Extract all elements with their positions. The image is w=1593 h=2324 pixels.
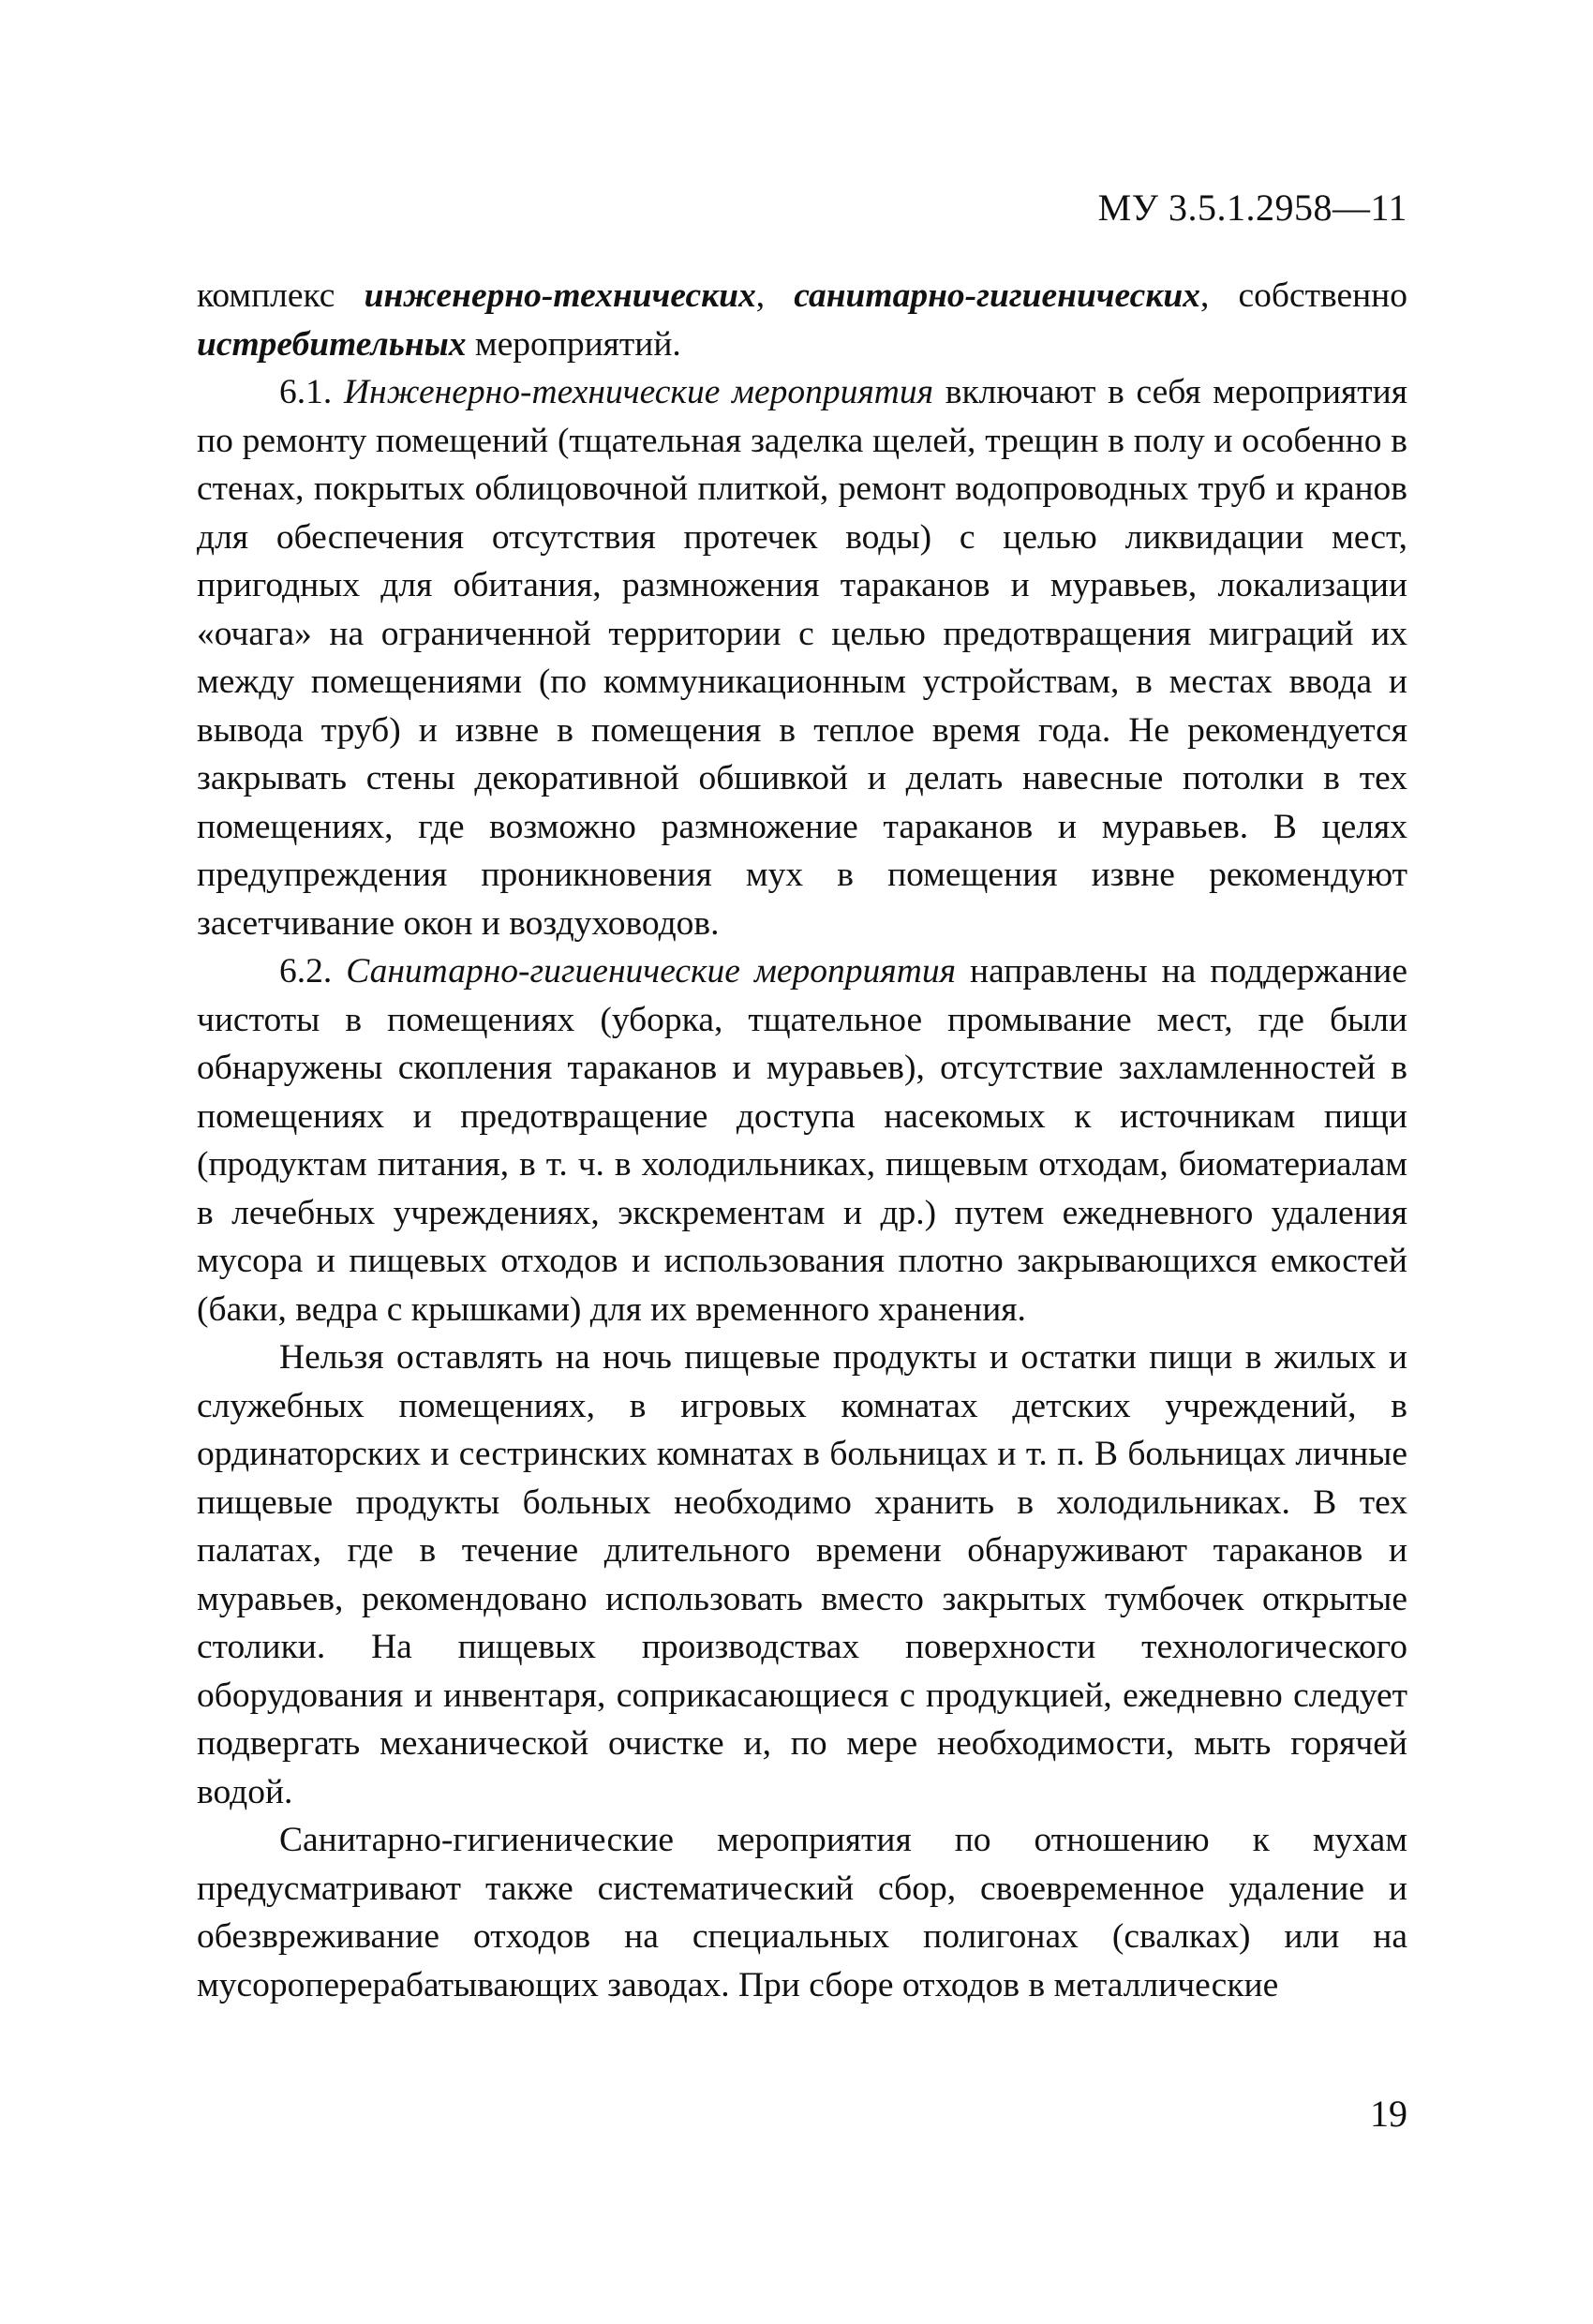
emphasis-term: истребительных [197, 324, 467, 364]
paragraph-text: Нельзя оставлять на ночь пищевые продукты и остатки пищи в жилых и служебных помещениях, в игровых комнатах детских учреждений, в ординаторских и сестринских комнатах в больницах и т. п. В больницах личные пищевые продукты больных необходимо хранить в холодильниках. В тех палатах, где в течение длительного времени обнаруживают тараканов и муравьев, рекомендовано использовать вместо закрытых тумбочек открытые столики. На пищевых производствах поверхности технологического оборудования и инвентаря, соприкасающиеся с продукцией, ежедневно следует подвергать механической очистке и, по мере необходимости, мыть горячей водой. [197, 1338, 1407, 1811]
paragraph-food-storage [197, 1333, 1407, 1816]
section-number: 6.2. [279, 952, 347, 991]
text-run: комплекс [197, 276, 365, 315]
paragraph-intro [197, 272, 1407, 368]
body-text [197, 272, 1407, 2009]
paragraph-text: направлены на поддержание чистоты в помещениях (уборка, тщательное промывание мест, где были обнаружены скопления тараканов и муравьев), отсутствие захламленностей в помещениях и предотвращение доступа насекомых к источникам пищи (продуктам питания, в т. ч. в холодильниках, пищевым отходам, биоматериалам в лечебных учреждениях, экскрементам и др.) путем ежедневного удаления мусора и пищевых отходов и использования плотно закрывающихся емкостей (баки, ведра с крышками) для их временного хранения. [197, 952, 1407, 1329]
text-run: , [755, 276, 795, 315]
section-term: Инженерно-технические мероприятия [343, 373, 934, 411]
paragraph-6-2 [197, 947, 1407, 1333]
text-run: , собственно [1199, 276, 1408, 315]
paragraph-text: включают в себя мероприятия по ремонту помещений (тщательная заделка щелей, трещин в полу и особенно в стенах, покрытых облицовочной плиткой, ремонт водопроводных труб и кранов для обеспечения отсутствия протечек воды) с целью ликвидации мест, пригодных для обитания, размножения тараканов и муравьев, локализации «очага» на ограниченной территории с целью предотвращения миграций их между помещениями (по коммуникационным устройствам, в местах ввода и вывода труб) и извне в помещения в теплое время года. Не рекомендуется закрывать стены декоративной обшивкой и делать навесные потолки в тех помещениях, где возможно размножение тараканов и муравьев. В целях предупреждения проникновения мух в помещения извне рекомендуют засетчивание окон и воздуховодов. [197, 373, 1408, 943]
section-term: Санитарно-гигиенические мероприятия [346, 952, 956, 991]
emphasis-term: инженерно-технических [364, 276, 756, 315]
paragraph-text: Санитарно-гигиенические мероприятия по отношению к мухам предусматривают также систематический сбор, своевременное удаление и обезвреживание отходов на специальных полигонах (свалках) или на мусороперерабатывающих заводах. При сборе отходов в металлические [197, 1821, 1407, 2004]
page-number: 19 [1370, 2093, 1407, 2135]
emphasis-term: санитарно-гигиенических [794, 276, 1200, 315]
document-code-header: МУ 3.5.1.2958—11 [1097, 186, 1407, 229]
paragraph-flies [197, 1816, 1407, 2009]
text-run: мероприятий. [466, 324, 681, 364]
section-number: 6.1. [279, 373, 344, 411]
paragraph-6-1 [197, 368, 1407, 947]
